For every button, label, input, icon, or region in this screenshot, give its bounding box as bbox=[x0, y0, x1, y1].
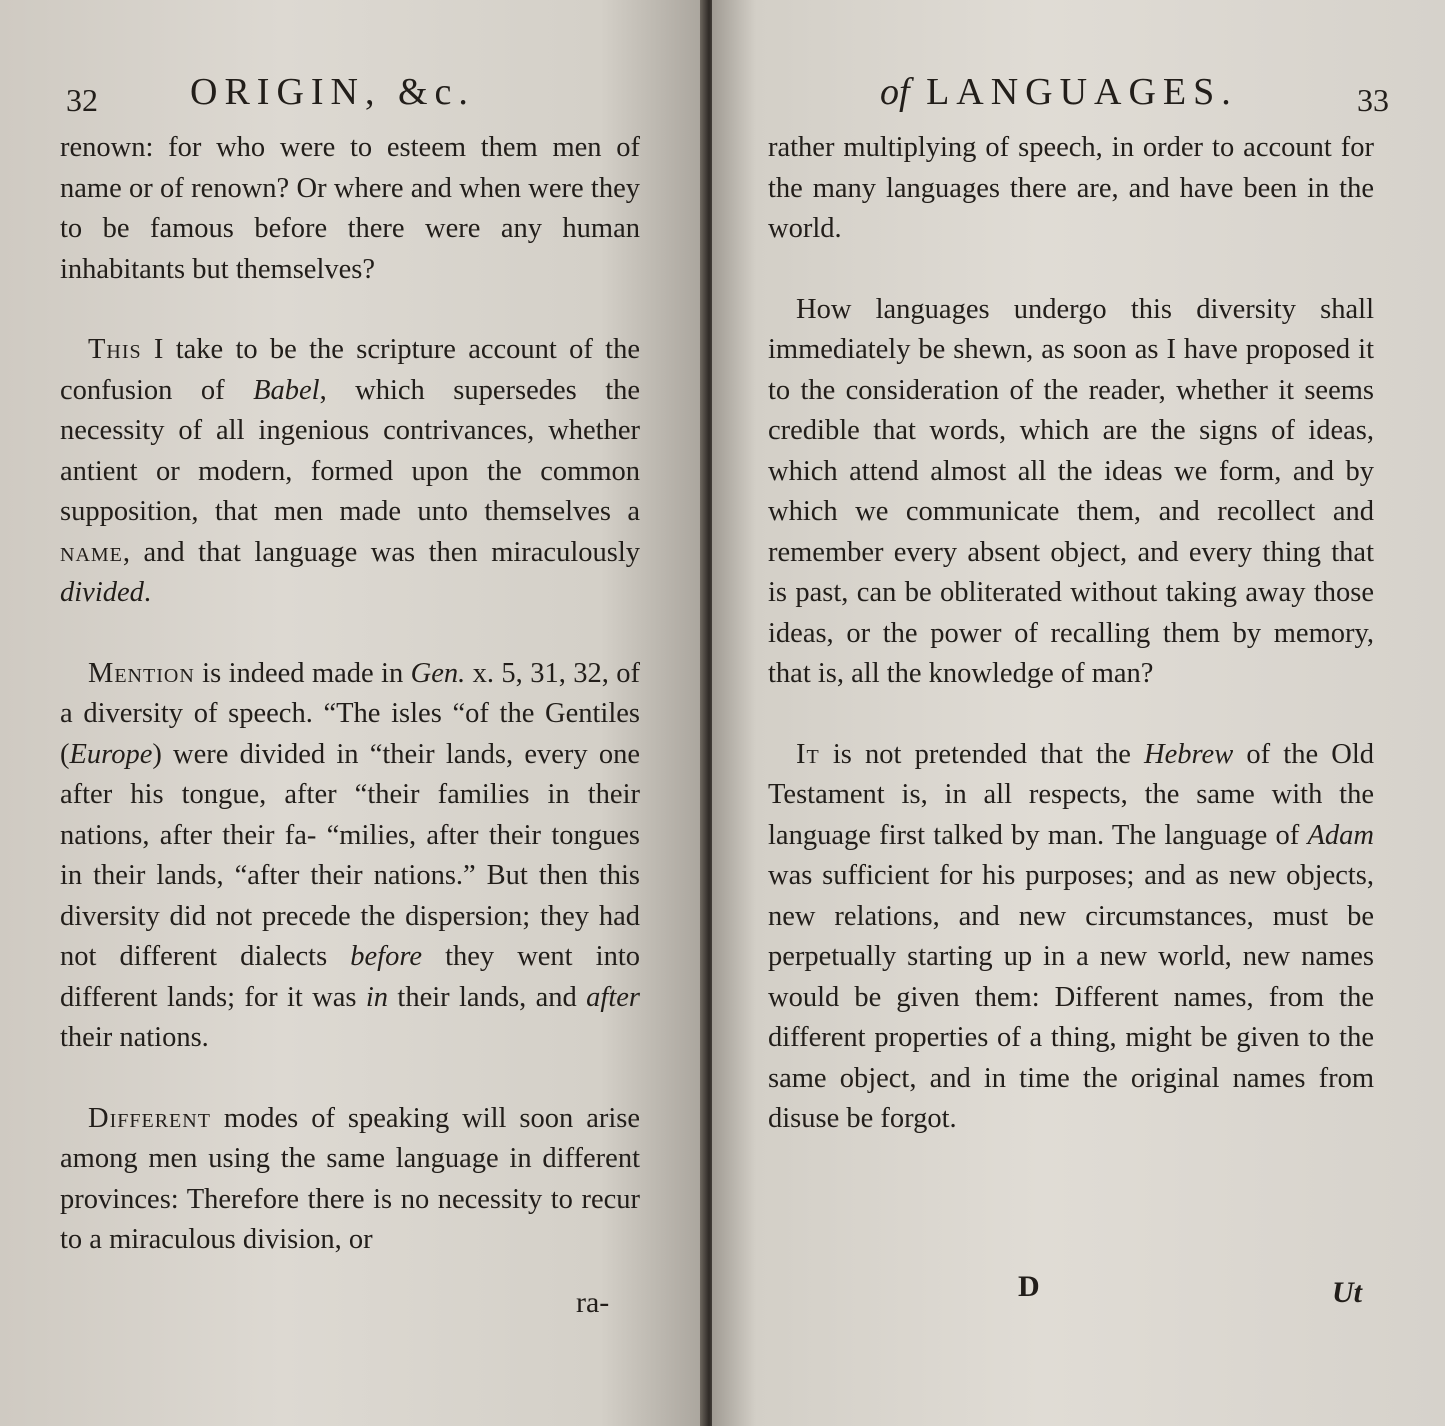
right-paragraph-3 bbox=[768, 735, 1374, 1140]
running-head-italic: of bbox=[880, 71, 910, 113]
text-span: . bbox=[143, 577, 152, 608]
left-page bbox=[0, 0, 706, 1426]
left-running-head: ORIGIN, &c. bbox=[190, 71, 475, 113]
right-page bbox=[712, 0, 1445, 1426]
italic-span: Europe bbox=[69, 738, 153, 770]
right-page-text bbox=[768, 128, 1374, 1180]
left-catchword: ra- bbox=[576, 1286, 610, 1319]
text-span: their lands, and bbox=[388, 981, 587, 1013]
small-caps-span: name bbox=[60, 536, 123, 568]
text-span: is not pretended that the bbox=[819, 738, 1145, 770]
small-caps-lead: Mention bbox=[88, 657, 195, 689]
italic-span: Babel bbox=[253, 374, 320, 406]
left-paragraph-1: renown: for who were to esteem them men of name or of renown? Or where and when were they to be famous before there were any human inhabitants but themselves? bbox=[60, 132, 640, 285]
italic-span: Hebrew bbox=[1144, 738, 1234, 770]
small-caps-lead: This bbox=[88, 334, 142, 365]
small-caps-lead: It bbox=[796, 738, 820, 770]
left-page-text bbox=[60, 128, 640, 1301]
left-paragraph-3 bbox=[60, 654, 640, 1059]
italic-span: after bbox=[586, 981, 640, 1013]
text-span: x. 5, 31, 32, of a diversity of speech. “The isles “of the Gentiles ( bbox=[60, 657, 640, 770]
left-paragraph-2 bbox=[60, 330, 640, 614]
text-span: , which supersedes the necessity of all ingenious contrivances, whether antient or modern, formed upon the common supposition, that men made unto themselves a bbox=[60, 374, 641, 527]
running-head-text: LANGUAGES. bbox=[926, 71, 1238, 113]
italic-span: divided bbox=[60, 577, 144, 608]
italic-span: Gen. bbox=[410, 657, 466, 689]
right-paragraph-1: rather multiplying of speech, in order to account for the many languages there are, and have been in the world. bbox=[768, 132, 1374, 244]
text-span: they went into different lands; for it was bbox=[60, 941, 640, 1013]
right-running-head bbox=[880, 70, 1238, 114]
text-span: modes of speaking will soon arise among men using the same language in different provinces: Therefore there is no necessity to recur to a miraculous division, or bbox=[60, 1102, 640, 1255]
text-span: ) were divided in “their lands, every one after his tongue, after “their families in their nations, after their fa- “milies, after their tongues in their lands, “after their nations.” But then this diversity did not precede the dispersion; they had not different dialects bbox=[60, 738, 640, 972]
text-span: , and that language was then miraculously bbox=[122, 536, 640, 568]
text-span: I take to be the scripture account of the confusion of bbox=[60, 334, 640, 406]
text-span: is indeed made in bbox=[194, 657, 411, 689]
italic-span: Adam bbox=[1307, 819, 1374, 851]
text-span: was sufficient for his purposes; and as new objects, new relations, and new circumstances, must be perpetually starting up in a new world, new names would be given them: Different names, from the different properties of a thing, might be given to the same object, and in time the original names from disuse be forgot. bbox=[768, 860, 1374, 1134]
text-span: their nations. bbox=[60, 1022, 209, 1053]
left-paragraph-4 bbox=[60, 1099, 640, 1261]
right-paragraph-2: How languages undergo this diversity shall immediately be shewn, as soon as I have proposed it to the consideration of the reader, whether it seems credible that words, which are the signs of ideas, which attend almost all the ideas we form, and by which we communicate them, and recollect and remember every absent object, and every thing that is past, can be obliterated without taking away those ideas, or the power of recalling them by memory, that is, all the knowledge of man? bbox=[768, 293, 1374, 689]
small-caps-lead: Different bbox=[88, 1102, 211, 1134]
right-catchword: Ut bbox=[1332, 1276, 1362, 1309]
italic-span: in bbox=[365, 981, 389, 1013]
signature-mark: D bbox=[1018, 1270, 1040, 1303]
right-page-number: 33 bbox=[1357, 82, 1389, 118]
left-page-number: 32 bbox=[66, 82, 98, 118]
italic-span: before bbox=[350, 941, 423, 972]
text-span: of the Old Testament is, in all respects, the same with the language first talked by man. The language of bbox=[768, 738, 1375, 851]
